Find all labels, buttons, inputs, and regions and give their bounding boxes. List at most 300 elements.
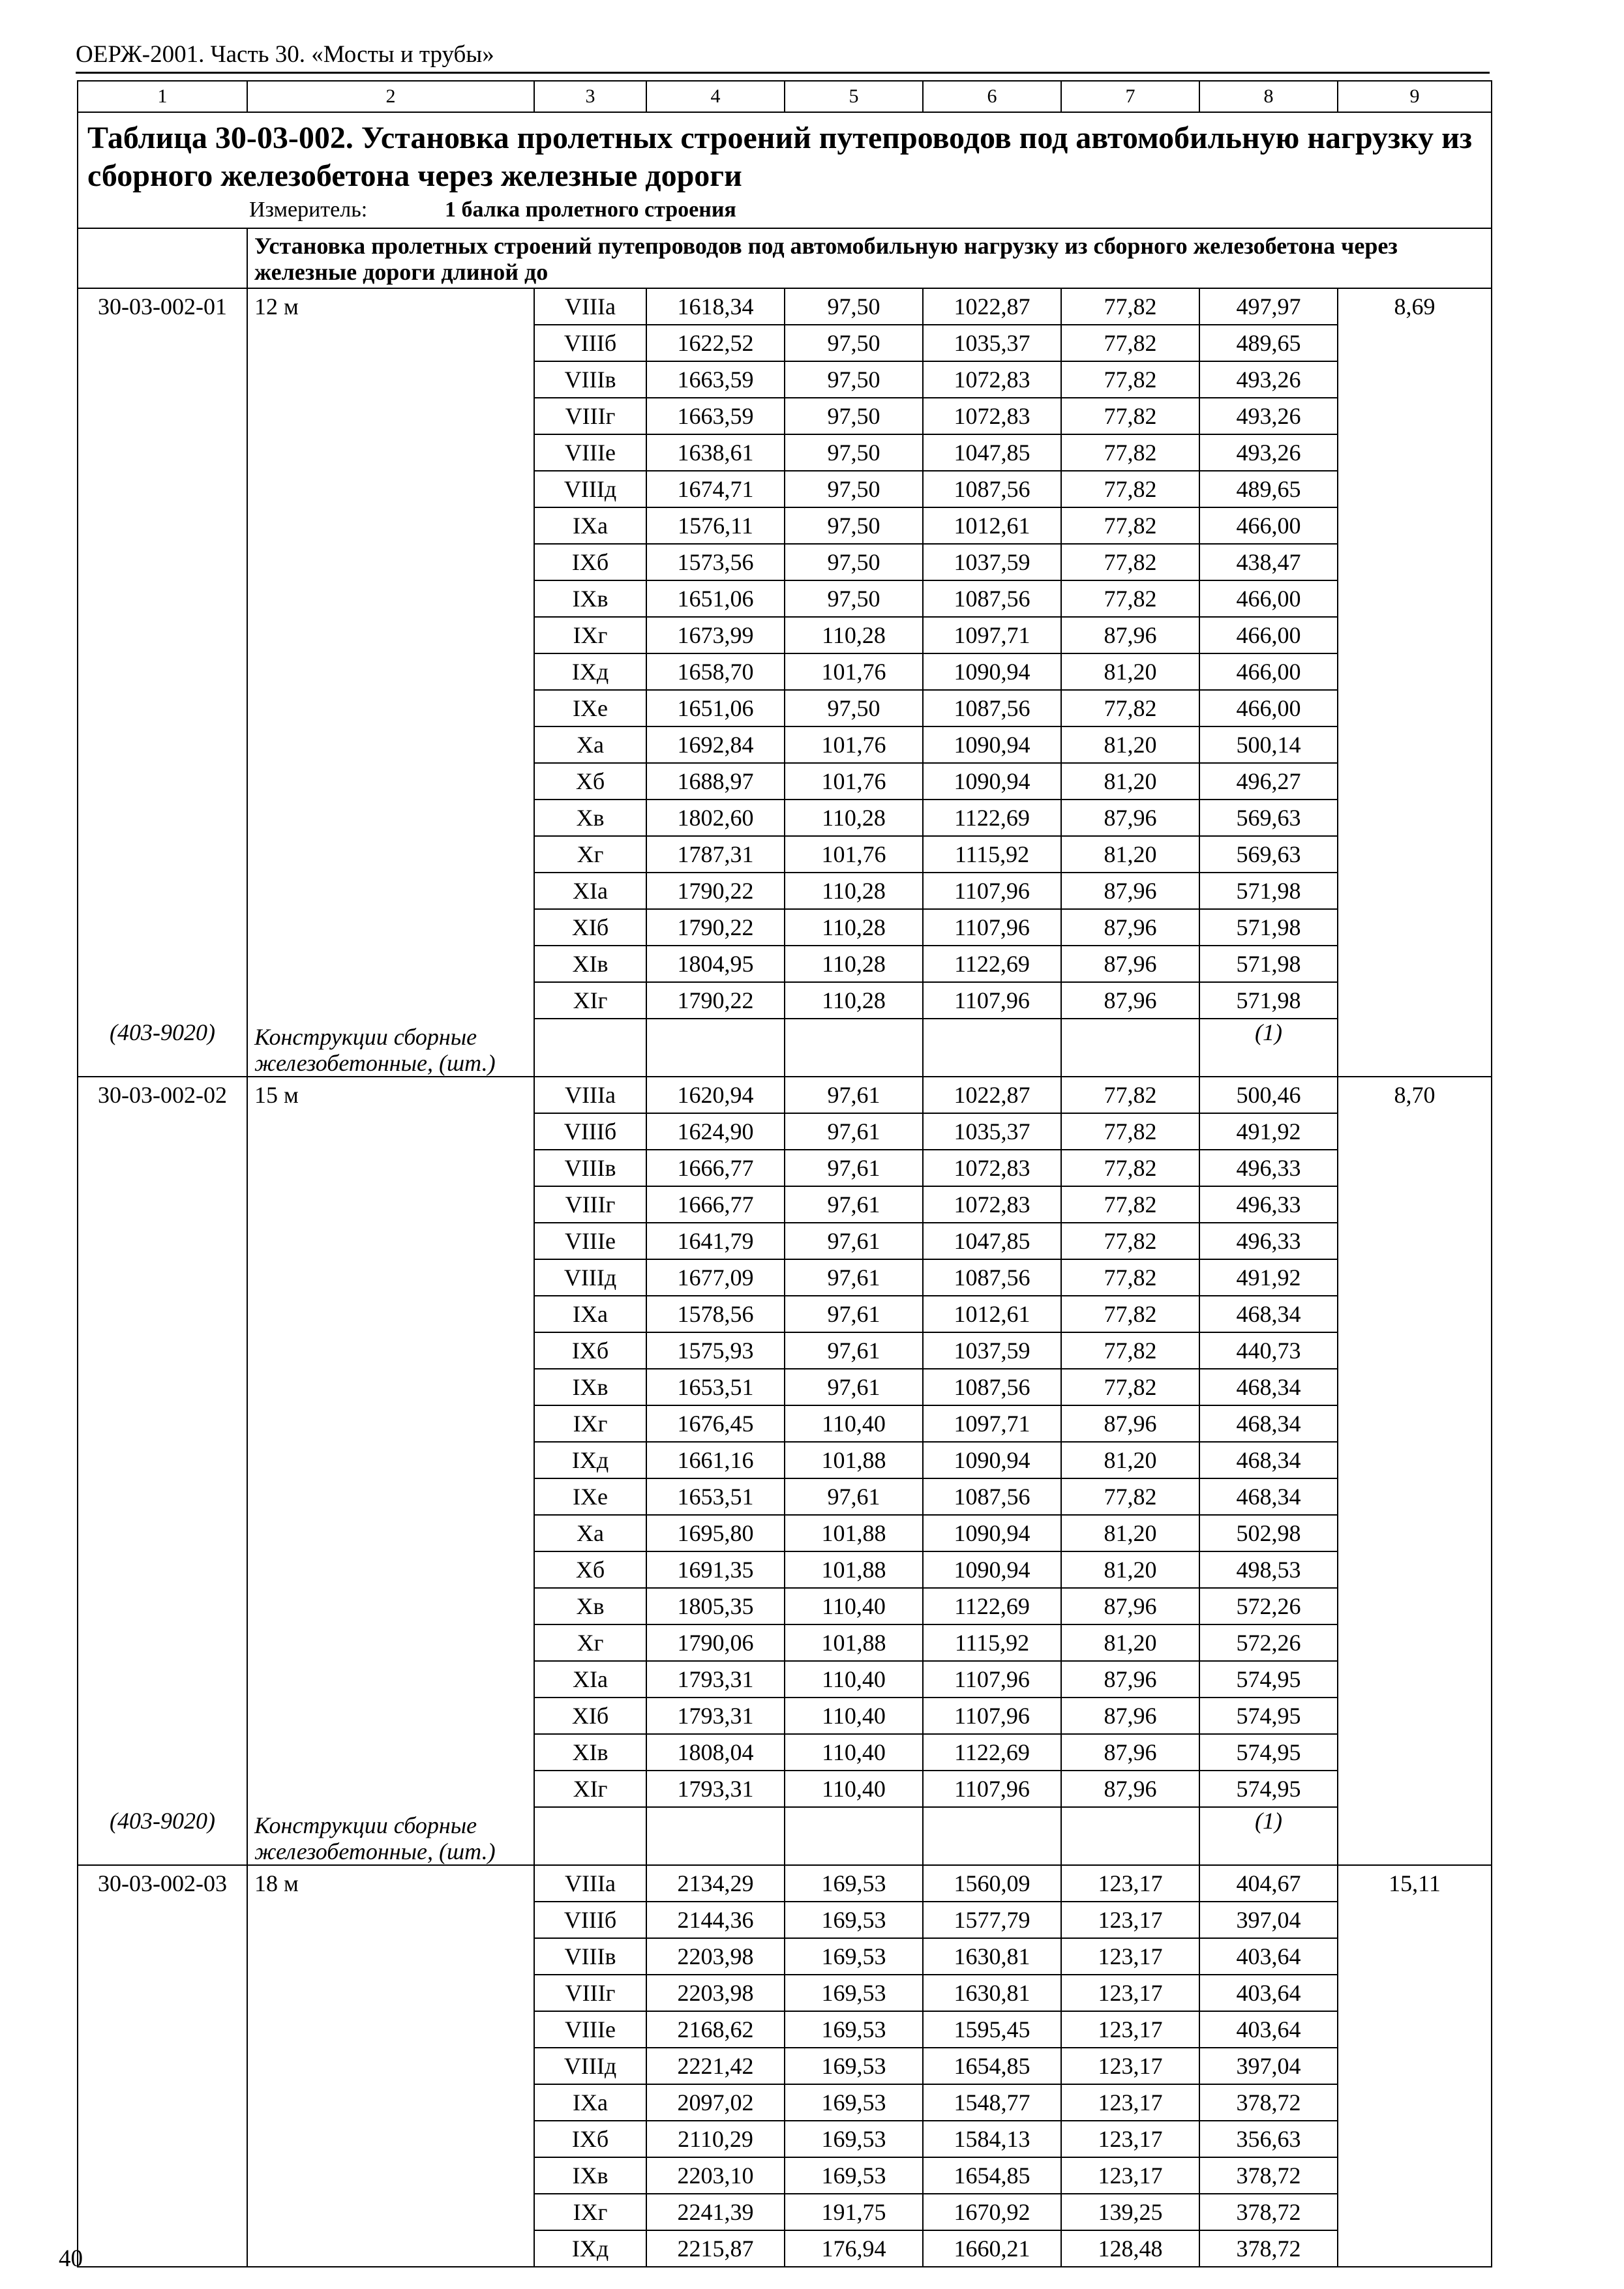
rate-code-empty bbox=[78, 1588, 247, 1624]
price-zone: Хв bbox=[534, 800, 646, 836]
empty-cell bbox=[646, 1807, 785, 1865]
total-cost: 1676,45 bbox=[646, 1405, 785, 1442]
total-cost: 1578,56 bbox=[646, 1296, 785, 1332]
total-cost: 1805,35 bbox=[646, 1588, 785, 1624]
rate-code-empty bbox=[78, 763, 247, 800]
price-zone: IХе bbox=[534, 1478, 646, 1515]
labor-hours-empty bbox=[1338, 836, 1492, 873]
rate-code-empty bbox=[78, 1975, 247, 2011]
materials-cost: 500,46 bbox=[1199, 1077, 1338, 1113]
span-length: 12 м bbox=[247, 288, 534, 325]
labor-hours-empty bbox=[1338, 1588, 1492, 1624]
machine-cost: 1072,83 bbox=[923, 1150, 1061, 1186]
price-zone: IХд bbox=[534, 1442, 646, 1478]
note-text: Конструкции сборные железобетонные, (шт.) bbox=[247, 1807, 534, 1865]
machinist-wages: 77,82 bbox=[1061, 1332, 1199, 1369]
materials-cost: 574,95 bbox=[1199, 1698, 1338, 1734]
labor-hours-empty bbox=[1338, 2194, 1492, 2230]
price-zone: Хг bbox=[534, 1624, 646, 1661]
wages: 97,50 bbox=[785, 398, 923, 434]
rate-code: 30-03-002-03 bbox=[78, 1865, 247, 1902]
rate-code-empty bbox=[78, 1661, 247, 1698]
machinist-wages: 123,17 bbox=[1061, 2011, 1199, 2048]
machine-cost: 1037,59 bbox=[923, 544, 1061, 580]
note-code: (403-9020) bbox=[78, 1019, 247, 1077]
rate-code-empty bbox=[78, 1624, 247, 1661]
rate-code-empty bbox=[78, 580, 247, 617]
column-number: 2 bbox=[247, 81, 534, 112]
machinist-wages: 123,17 bbox=[1061, 2157, 1199, 2194]
machine-cost: 1090,94 bbox=[923, 726, 1061, 763]
materials-cost: 496,27 bbox=[1199, 763, 1338, 800]
wages: 110,28 bbox=[785, 800, 923, 836]
wages: 101,88 bbox=[785, 1624, 923, 1661]
machine-cost: 1035,37 bbox=[923, 325, 1061, 361]
rate-code-empty bbox=[78, 2011, 247, 2048]
span-length-empty bbox=[247, 982, 534, 1019]
labor-hours-empty bbox=[1338, 763, 1492, 800]
total-cost: 2097,02 bbox=[646, 2084, 785, 2121]
labor-hours-empty bbox=[1338, 2011, 1492, 2048]
machinist-wages: 81,20 bbox=[1061, 653, 1199, 690]
column-number: 4 bbox=[646, 81, 785, 112]
labor-hours-empty bbox=[1338, 580, 1492, 617]
rate-code-empty bbox=[78, 1223, 247, 1259]
span-length-empty bbox=[247, 2084, 534, 2121]
rate-code-empty bbox=[78, 1734, 247, 1771]
rate-code-empty bbox=[78, 2157, 247, 2194]
machine-cost: 1022,87 bbox=[923, 1077, 1061, 1113]
material-note-row bbox=[78, 1807, 1492, 1865]
table-row bbox=[78, 909, 1492, 946]
labor-hours-empty bbox=[1338, 690, 1492, 726]
price-zone: VIIIа bbox=[534, 1865, 646, 1902]
wages: 97,50 bbox=[785, 507, 923, 544]
total-cost: 1663,59 bbox=[646, 398, 785, 434]
description-row bbox=[78, 228, 1492, 288]
rate-code-empty bbox=[78, 946, 247, 982]
price-zone: XIг bbox=[534, 982, 646, 1019]
total-cost: 1622,52 bbox=[646, 325, 785, 361]
price-zone: VIIIб bbox=[534, 325, 646, 361]
price-zone: XIа bbox=[534, 873, 646, 909]
price-zone: VIIIг bbox=[534, 1975, 646, 2011]
machine-cost: 1660,21 bbox=[923, 2230, 1061, 2267]
machine-cost: 1090,94 bbox=[923, 653, 1061, 690]
header-rule bbox=[76, 72, 1490, 74]
machine-cost: 1037,59 bbox=[923, 1332, 1061, 1369]
total-cost: 1790,22 bbox=[646, 982, 785, 1019]
materials-cost: 571,98 bbox=[1199, 909, 1338, 946]
price-zone: Хв bbox=[534, 1588, 646, 1624]
price-zone: VIIIд bbox=[534, 471, 646, 507]
table-row bbox=[78, 1551, 1492, 1588]
span-length-empty bbox=[247, 617, 534, 653]
rate-code-empty bbox=[78, 471, 247, 507]
machine-cost: 1654,85 bbox=[923, 2048, 1061, 2084]
machinist-wages: 81,20 bbox=[1061, 1624, 1199, 1661]
table-row bbox=[78, 2084, 1492, 2121]
machine-cost: 1090,94 bbox=[923, 1442, 1061, 1478]
table-row bbox=[78, 1938, 1492, 1975]
total-cost: 1651,06 bbox=[646, 580, 785, 617]
total-cost: 1692,84 bbox=[646, 726, 785, 763]
materials-cost: 403,64 bbox=[1199, 2011, 1338, 2048]
wages: 169,53 bbox=[785, 2084, 923, 2121]
table-row bbox=[78, 2048, 1492, 2084]
machinist-wages: 81,20 bbox=[1061, 1551, 1199, 1588]
machine-cost: 1122,69 bbox=[923, 1734, 1061, 1771]
wages: 110,40 bbox=[785, 1405, 923, 1442]
table-row bbox=[78, 288, 1492, 325]
rate-code-empty bbox=[78, 361, 247, 398]
wages: 110,40 bbox=[785, 1698, 923, 1734]
table-row bbox=[78, 580, 1492, 617]
table-row bbox=[78, 1186, 1492, 1223]
price-zone: XIв bbox=[534, 946, 646, 982]
labor-hours-empty bbox=[1338, 507, 1492, 544]
machine-cost: 1072,83 bbox=[923, 1186, 1061, 1223]
machine-cost: 1012,61 bbox=[923, 507, 1061, 544]
wages: 101,88 bbox=[785, 1442, 923, 1478]
price-zone: VIIIа bbox=[534, 288, 646, 325]
machine-cost: 1087,56 bbox=[923, 690, 1061, 726]
note-value: (1) bbox=[1199, 1019, 1338, 1077]
machinist-wages: 87,96 bbox=[1061, 946, 1199, 982]
machinist-wages: 77,82 bbox=[1061, 544, 1199, 580]
empty-cell bbox=[1061, 1019, 1199, 1077]
machine-cost: 1584,13 bbox=[923, 2121, 1061, 2157]
machinist-wages: 81,20 bbox=[1061, 1515, 1199, 1551]
machine-cost: 1654,85 bbox=[923, 2157, 1061, 2194]
materials-cost: 496,33 bbox=[1199, 1150, 1338, 1186]
total-cost: 1802,60 bbox=[646, 800, 785, 836]
rate-code-empty bbox=[78, 1771, 247, 1807]
rate-code-empty bbox=[78, 1332, 247, 1369]
labor-hours-empty bbox=[1338, 1113, 1492, 1150]
price-zone: IХа bbox=[534, 2084, 646, 2121]
wages: 169,53 bbox=[785, 1975, 923, 2011]
column-number: 3 bbox=[534, 81, 646, 112]
machinist-wages: 128,48 bbox=[1061, 2230, 1199, 2267]
total-cost: 1651,06 bbox=[646, 690, 785, 726]
total-cost: 1674,71 bbox=[646, 471, 785, 507]
rate-code-empty bbox=[78, 1442, 247, 1478]
table-row bbox=[78, 1624, 1492, 1661]
machinist-wages: 77,82 bbox=[1061, 361, 1199, 398]
materials-cost: 574,95 bbox=[1199, 1734, 1338, 1771]
span-length-empty bbox=[247, 1442, 534, 1478]
materials-cost: 569,63 bbox=[1199, 836, 1338, 873]
materials-cost: 397,04 bbox=[1199, 1902, 1338, 1938]
total-cost: 1641,79 bbox=[646, 1223, 785, 1259]
total-cost: 1638,61 bbox=[646, 434, 785, 471]
wages: 169,53 bbox=[785, 1902, 923, 1938]
span-length-empty bbox=[247, 763, 534, 800]
machine-cost: 1097,71 bbox=[923, 617, 1061, 653]
machinist-wages: 123,17 bbox=[1061, 1865, 1199, 1902]
column-number: 5 bbox=[785, 81, 923, 112]
labor-hours-empty bbox=[1338, 1478, 1492, 1515]
price-zone: VIIIе bbox=[534, 2011, 646, 2048]
span-length-empty bbox=[247, 1771, 534, 1807]
machinist-wages: 123,17 bbox=[1061, 2084, 1199, 2121]
materials-cost: 378,72 bbox=[1199, 2230, 1338, 2267]
labor-hours-empty bbox=[1338, 946, 1492, 982]
labor-hours-empty bbox=[1338, 1515, 1492, 1551]
table-row bbox=[78, 800, 1492, 836]
span-length-empty bbox=[247, 1975, 534, 2011]
materials-cost: 493,26 bbox=[1199, 361, 1338, 398]
table-row bbox=[78, 1259, 1492, 1296]
price-zone: VIIIг bbox=[534, 398, 646, 434]
rate-code-empty bbox=[78, 434, 247, 471]
span-length-empty bbox=[247, 653, 534, 690]
total-cost: 1620,94 bbox=[646, 1077, 785, 1113]
span-length-empty bbox=[247, 325, 534, 361]
machinist-wages: 81,20 bbox=[1061, 726, 1199, 763]
wages: 110,40 bbox=[785, 1771, 923, 1807]
table-row bbox=[78, 1077, 1492, 1113]
price-zone: Хб bbox=[534, 1551, 646, 1588]
total-cost: 1575,93 bbox=[646, 1332, 785, 1369]
rate-code-empty bbox=[78, 1113, 247, 1150]
table-row bbox=[78, 2157, 1492, 2194]
span-length-empty bbox=[247, 471, 534, 507]
total-cost: 1666,77 bbox=[646, 1150, 785, 1186]
materials-cost: 491,92 bbox=[1199, 1113, 1338, 1150]
span-length-empty bbox=[247, 1113, 534, 1150]
wages: 169,53 bbox=[785, 1865, 923, 1902]
total-cost: 1663,59 bbox=[646, 361, 785, 398]
rate-code-empty bbox=[78, 1186, 247, 1223]
table-row bbox=[78, 544, 1492, 580]
machinist-wages: 87,96 bbox=[1061, 1771, 1199, 1807]
total-cost: 1673,99 bbox=[646, 617, 785, 653]
machinist-wages: 77,82 bbox=[1061, 1150, 1199, 1186]
span-length-empty bbox=[247, 1478, 534, 1515]
wages: 97,61 bbox=[785, 1113, 923, 1150]
machine-cost: 1595,45 bbox=[923, 2011, 1061, 2048]
materials-cost: 574,95 bbox=[1199, 1661, 1338, 1698]
rate-code-empty bbox=[78, 982, 247, 1019]
table-row bbox=[78, 1515, 1492, 1551]
machinist-wages: 123,17 bbox=[1061, 1938, 1199, 1975]
labor-hours-empty bbox=[1338, 1332, 1492, 1369]
total-cost: 2215,87 bbox=[646, 2230, 785, 2267]
machine-cost: 1047,85 bbox=[923, 1223, 1061, 1259]
price-zone: VIIIв bbox=[534, 361, 646, 398]
price-zone: IХб bbox=[534, 2121, 646, 2157]
machine-cost: 1107,96 bbox=[923, 873, 1061, 909]
wages: 101,76 bbox=[785, 726, 923, 763]
labor-hours-empty bbox=[1338, 1734, 1492, 1771]
labor-hours-empty bbox=[1338, 726, 1492, 763]
note-text: Конструкции сборные железобетонные, (шт.) bbox=[247, 1019, 534, 1077]
machinist-wages: 81,20 bbox=[1061, 836, 1199, 873]
materials-cost: 440,73 bbox=[1199, 1332, 1338, 1369]
empty-cell bbox=[1061, 1807, 1199, 1865]
machinist-wages: 139,25 bbox=[1061, 2194, 1199, 2230]
machinist-wages: 77,82 bbox=[1061, 288, 1199, 325]
rate-code-empty bbox=[78, 2194, 247, 2230]
machine-cost: 1087,56 bbox=[923, 471, 1061, 507]
materials-cost: 569,63 bbox=[1199, 800, 1338, 836]
span-length-empty bbox=[247, 836, 534, 873]
labor-hours-empty bbox=[1338, 1442, 1492, 1478]
materials-cost: 502,98 bbox=[1199, 1515, 1338, 1551]
price-zone: VIIIд bbox=[534, 2048, 646, 2084]
materials-cost: 378,72 bbox=[1199, 2157, 1338, 2194]
price-zone: IХб bbox=[534, 1332, 646, 1369]
machinist-wages: 87,96 bbox=[1061, 909, 1199, 946]
materials-cost: 493,26 bbox=[1199, 434, 1338, 471]
column-number-row bbox=[78, 81, 1492, 112]
machine-cost: 1087,56 bbox=[923, 580, 1061, 617]
labor-hours-empty bbox=[1338, 1296, 1492, 1332]
machine-cost: 1630,81 bbox=[923, 1938, 1061, 1975]
machinist-wages: 77,82 bbox=[1061, 690, 1199, 726]
wages: 97,50 bbox=[785, 325, 923, 361]
wages: 110,40 bbox=[785, 1734, 923, 1771]
table-row bbox=[78, 1113, 1492, 1150]
price-zone: VIIIб bbox=[534, 1113, 646, 1150]
price-zone: Хб bbox=[534, 763, 646, 800]
materials-cost: 378,72 bbox=[1199, 2084, 1338, 2121]
total-cost: 1666,77 bbox=[646, 1186, 785, 1223]
price-zone: IХд bbox=[534, 653, 646, 690]
price-zone: IХв bbox=[534, 2157, 646, 2194]
note-value: (1) bbox=[1199, 1807, 1338, 1865]
machinist-wages: 77,82 bbox=[1061, 1478, 1199, 1515]
machine-cost: 1087,56 bbox=[923, 1369, 1061, 1405]
machinist-wages: 87,96 bbox=[1061, 617, 1199, 653]
table-title-row bbox=[78, 112, 1492, 228]
machinist-wages: 123,17 bbox=[1061, 2048, 1199, 2084]
rate-code-empty bbox=[78, 1296, 247, 1332]
wages: 169,53 bbox=[785, 2048, 923, 2084]
total-cost: 1653,51 bbox=[646, 1369, 785, 1405]
materials-cost: 489,65 bbox=[1199, 325, 1338, 361]
table-row bbox=[78, 1771, 1492, 1807]
machinist-wages: 77,82 bbox=[1061, 398, 1199, 434]
machine-cost: 1107,96 bbox=[923, 982, 1061, 1019]
materials-cost: 468,34 bbox=[1199, 1442, 1338, 1478]
span-length-empty bbox=[247, 1551, 534, 1588]
wages: 169,53 bbox=[785, 1938, 923, 1975]
rate-code-empty bbox=[78, 1698, 247, 1734]
empty-cell bbox=[785, 1019, 923, 1077]
machinist-wages: 87,96 bbox=[1061, 1588, 1199, 1624]
materials-cost: 468,34 bbox=[1199, 1405, 1338, 1442]
rate-code-empty bbox=[78, 1938, 247, 1975]
machinist-wages: 77,82 bbox=[1061, 507, 1199, 544]
machine-cost: 1122,69 bbox=[923, 800, 1061, 836]
span-length-empty bbox=[247, 690, 534, 726]
wages: 101,76 bbox=[785, 763, 923, 800]
labor-hours-empty bbox=[1338, 1698, 1492, 1734]
machine-cost: 1090,94 bbox=[923, 1551, 1061, 1588]
machine-cost: 1012,61 bbox=[923, 1296, 1061, 1332]
total-cost: 2168,62 bbox=[646, 2011, 785, 2048]
labor-hours-empty bbox=[1338, 1186, 1492, 1223]
table-title-cell bbox=[78, 112, 1492, 228]
table-row bbox=[78, 1150, 1492, 1186]
machinist-wages: 77,82 bbox=[1061, 1113, 1199, 1150]
span-length-empty bbox=[247, 2121, 534, 2157]
machinist-wages: 77,82 bbox=[1061, 1186, 1199, 1223]
wages: 110,28 bbox=[785, 909, 923, 946]
labor-hours-empty bbox=[1338, 1975, 1492, 2011]
empty-cell bbox=[534, 1019, 646, 1077]
empty-cell bbox=[646, 1019, 785, 1077]
wages: 97,61 bbox=[785, 1478, 923, 1515]
wages: 97,61 bbox=[785, 1223, 923, 1259]
wages: 97,50 bbox=[785, 544, 923, 580]
price-zone: VIIIв bbox=[534, 1938, 646, 1975]
machine-cost: 1047,85 bbox=[923, 434, 1061, 471]
span-length-empty bbox=[247, 909, 534, 946]
table-row bbox=[78, 653, 1492, 690]
wages: 97,50 bbox=[785, 471, 923, 507]
span-length-empty bbox=[247, 1150, 534, 1186]
wages: 101,88 bbox=[785, 1515, 923, 1551]
rate-code-empty bbox=[78, 2048, 247, 2084]
rate-code-empty bbox=[78, 1515, 247, 1551]
table-row bbox=[78, 1442, 1492, 1478]
rate-code-empty bbox=[78, 1478, 247, 1515]
span-length-empty bbox=[247, 2157, 534, 2194]
empty-cell bbox=[923, 1019, 1061, 1077]
measure-line bbox=[249, 196, 1482, 224]
machinist-wages: 87,96 bbox=[1061, 1661, 1199, 1698]
span-length-empty bbox=[247, 1698, 534, 1734]
machine-cost: 1087,56 bbox=[923, 1478, 1061, 1515]
rate-code-empty bbox=[78, 873, 247, 909]
machinist-wages: 87,96 bbox=[1061, 1698, 1199, 1734]
materials-cost: 403,64 bbox=[1199, 1938, 1338, 1975]
machinist-wages: 77,82 bbox=[1061, 434, 1199, 471]
price-zone: VIIIе bbox=[534, 434, 646, 471]
materials-cost: 466,00 bbox=[1199, 653, 1338, 690]
wages: 101,88 bbox=[785, 1551, 923, 1588]
labor-hours-empty bbox=[1338, 2048, 1492, 2084]
rate-code-empty bbox=[78, 726, 247, 763]
total-cost: 2221,42 bbox=[646, 2048, 785, 2084]
table-row bbox=[78, 873, 1492, 909]
machine-cost: 1072,83 bbox=[923, 398, 1061, 434]
total-cost: 1576,11 bbox=[646, 507, 785, 544]
machinist-wages: 123,17 bbox=[1061, 1975, 1199, 2011]
materials-cost: 496,33 bbox=[1199, 1186, 1338, 1223]
total-cost: 2241,39 bbox=[646, 2194, 785, 2230]
wages: 97,61 bbox=[785, 1150, 923, 1186]
materials-cost: 438,47 bbox=[1199, 544, 1338, 580]
wages: 191,75 bbox=[785, 2194, 923, 2230]
table-row bbox=[78, 1478, 1492, 1515]
machine-cost: 1107,96 bbox=[923, 1771, 1061, 1807]
total-cost: 1790,22 bbox=[646, 873, 785, 909]
total-cost: 1793,31 bbox=[646, 1661, 785, 1698]
rate-code-empty bbox=[78, 398, 247, 434]
rate-code-empty bbox=[78, 1150, 247, 1186]
total-cost: 1790,22 bbox=[646, 909, 785, 946]
price-zone: IХд bbox=[534, 2230, 646, 2267]
wages: 110,28 bbox=[785, 982, 923, 1019]
labor-hours-empty bbox=[1338, 1369, 1492, 1405]
note-code: (403-9020) bbox=[78, 1807, 247, 1865]
span-length-empty bbox=[247, 1624, 534, 1661]
